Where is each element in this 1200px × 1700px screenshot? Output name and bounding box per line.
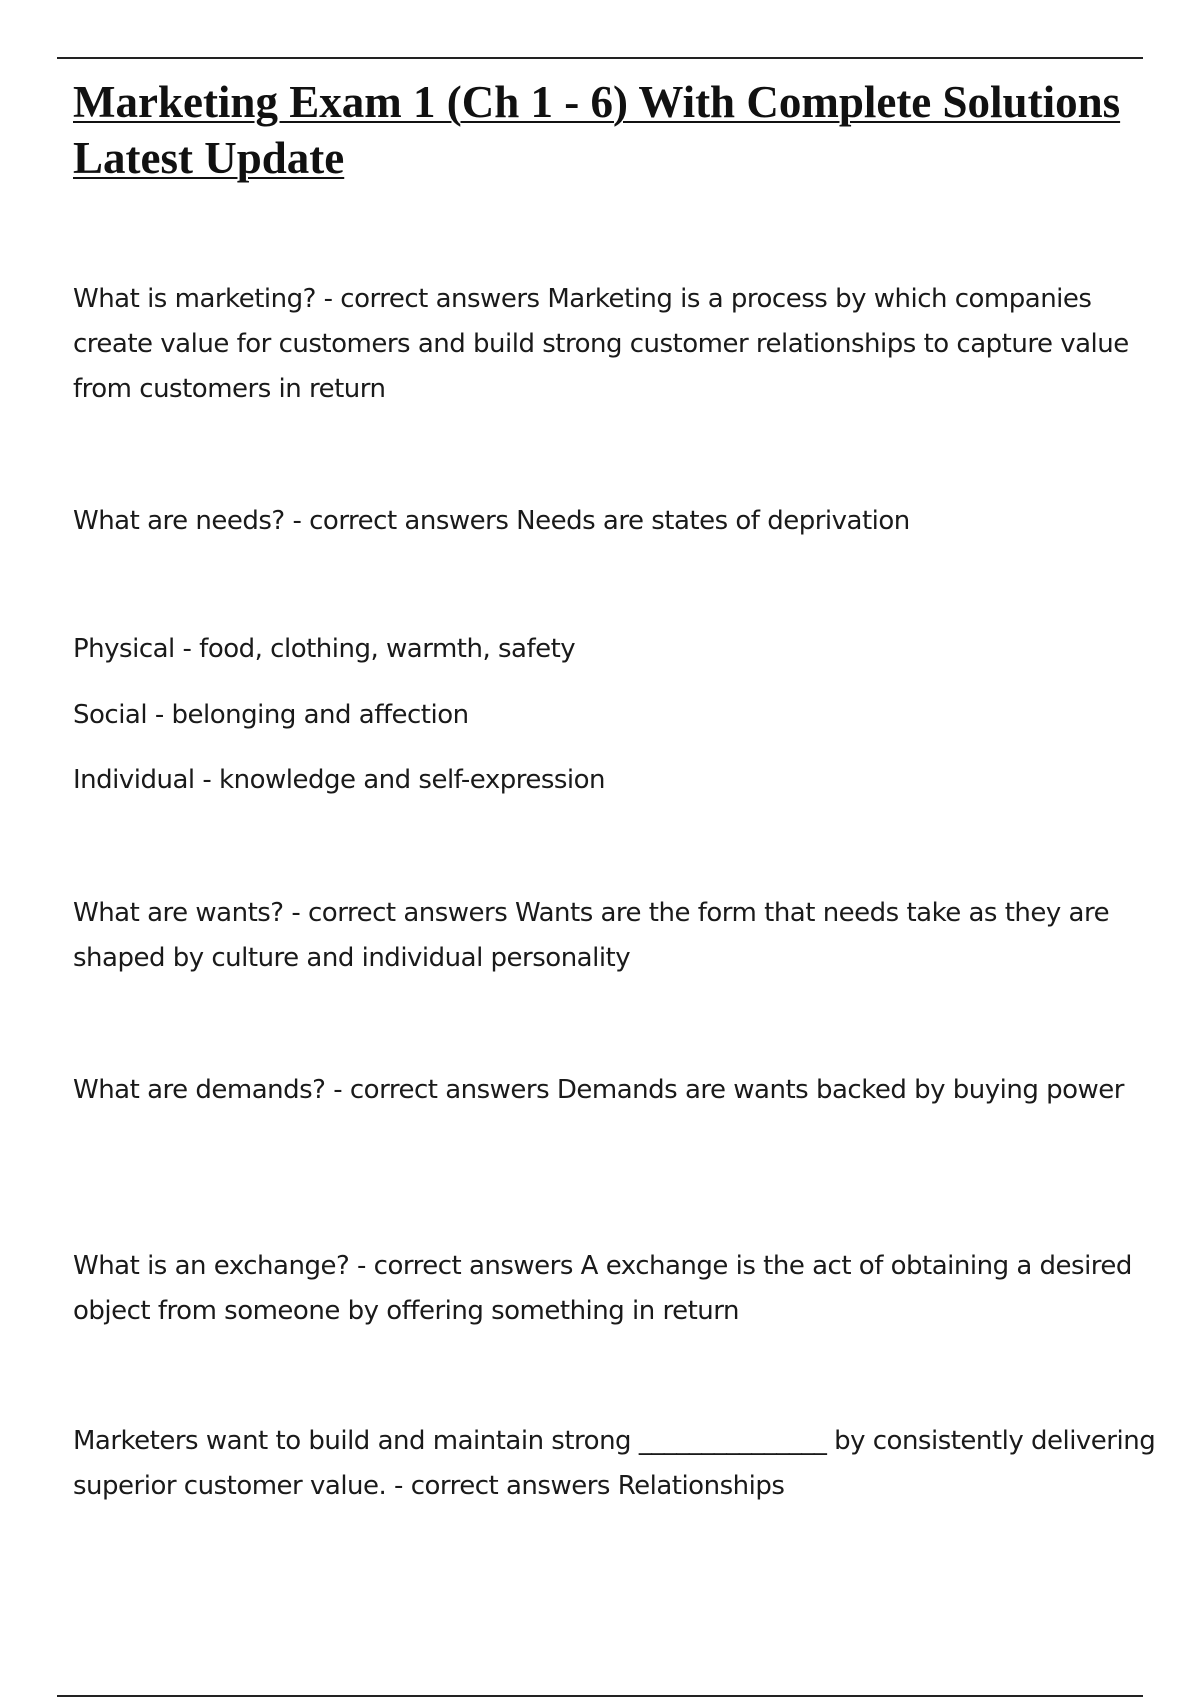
bottom-divider [57, 1695, 1143, 1697]
qa-marketing-definition: What is marketing? - correct answers Marketing is a process by which companies create value for customers and build strong customer relationships to capture value from customers in return [73, 284, 1129, 404]
qa-exchange-definition: What is an exchange? - correct answers A exchange is the act of obtaining a desired object from someone by offering something in return [73, 1251, 1132, 1326]
needs-physical: Physical - food, clothing, warmth, safety [73, 634, 576, 664]
needs-social: Social - belonging and affection [73, 700, 469, 730]
top-divider [57, 57, 1143, 59]
qa-wants-definition: What are wants? - correct answers Wants are the form that needs take as they are shaped by culture and individual personality [73, 898, 1110, 973]
qa-needs-definition: What are needs? - correct answers Needs are states of deprivation [73, 506, 910, 536]
document-title: Marketing Exam 1 (Ch 1 - 6) With Complete Solutions Latest Update [73, 77, 1121, 183]
qa-demands-definition: What are demands? - correct answers Demands are wants backed by buying power [73, 1075, 1124, 1105]
needs-individual: Individual - knowledge and self-expression [73, 765, 606, 795]
qa-relationships: Marketers want to build and maintain strong _______________ by consistently delivering superior customer value. - correct answers Relationships [73, 1426, 1156, 1501]
